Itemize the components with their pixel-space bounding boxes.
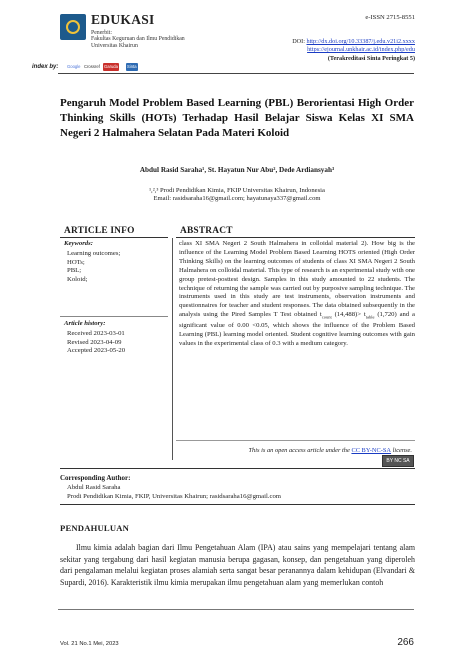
affiliation: ¹,²,³ Prodi Pendidikan Kimia, FKIP Universitas Khairun, Indonesia xyxy=(149,187,325,194)
keywords-label: Keywords: xyxy=(64,240,93,247)
journal-logo xyxy=(60,14,86,40)
footer-divider xyxy=(58,609,414,610)
intro-text: Ilmu kimia adalah bagian dari Ilmu Pengetahuan Alam (IPA) atau sains yang mempelajari tentang alam sekitar yang tergabung dari hasil kegiatan manusia berupa gagasan, konsep, dan pengetahuan yang diperoleh dari pengalaman melalui kegiatan proses alamiah serta sangat besar peranannya dalam kehidupan (Elvandari & Supardi, 2016). Karakteristik ilmu kimia merupakan ilmu pengetahuan alam yang memerlukan contoh xyxy=(60,543,415,587)
cc-license-icon[interactable]: BY NC SA xyxy=(382,455,414,467)
open-access-note xyxy=(248,447,412,454)
publisher-label: Penerbit: xyxy=(91,30,112,36)
doi-link[interactable]: http://dx.doi.org/10.33387/j.edu.v21i2.xxxx xyxy=(306,38,415,45)
publisher-line-1: Fakultas Keguruan dan Ilmu Pendidikan xyxy=(91,36,185,43)
index-logo-crossref[interactable]: Crossref xyxy=(84,64,100,69)
corresponding-name: Abdul Rasid Saraha xyxy=(67,484,121,491)
publisher-block xyxy=(91,30,185,49)
keyword-list xyxy=(67,250,120,284)
corresponding-rule-top xyxy=(60,468,415,469)
keyword-item: Koloid; xyxy=(67,275,88,283)
accepted-date: Accepted 2023-05-20 xyxy=(67,347,126,355)
article-info-heading: ARTICLE INFO xyxy=(64,226,135,236)
history-rule xyxy=(60,316,168,317)
journal-name: EDUKASI xyxy=(91,12,155,27)
corresponding-address: Prodi Pendidikan Kimia, FKIP, Universitas Khairun; rasidsaraha16@gmail.com xyxy=(67,492,281,500)
abstract-heading: ABSTRACT xyxy=(180,226,233,236)
journal-url-line xyxy=(307,46,415,54)
accreditation: (Terakreditasi Sinta Peringkat 5) xyxy=(327,55,415,62)
header-divider xyxy=(58,73,414,74)
open-access-text: This is an open access article under the xyxy=(248,447,352,454)
keyword-item: PBL; xyxy=(67,267,82,275)
article-title: Pengaruh Model Problem Based Learning (PBL) Berorientasi High Order Thinking Skills (HOTs) Terhadap Hasil Belajar Siswa Kelas XI SMA Negeri 2 Halmahera Selatan Pada Materi Koloid xyxy=(60,97,414,140)
publisher-line-2: Universitas Khairun xyxy=(91,42,138,49)
t-count-subscript: count xyxy=(321,314,332,320)
corresponding-heading: Corresponding Author: xyxy=(60,474,131,482)
journal-url-link[interactable]: https://ejournal.unkhair.ac.id/index.php/edu xyxy=(307,46,415,53)
page-number: 266 xyxy=(397,637,414,648)
author-emails: Email: rasidsaraha16@gmail.com; hayatunaya337@gmail.com xyxy=(153,195,321,203)
license-end: license. xyxy=(391,447,412,454)
affiliation-block xyxy=(60,187,414,204)
t-table-subscript: table xyxy=(365,314,375,320)
article-info-rule xyxy=(60,237,168,238)
index-logo-google[interactable]: Google xyxy=(67,64,81,69)
abstract-text xyxy=(179,240,415,349)
abstract-part: (14,488)> t xyxy=(331,311,366,319)
history-list xyxy=(67,330,125,356)
license-link[interactable]: CC BY-NC-SA xyxy=(351,447,392,454)
abstract-rule xyxy=(176,237,415,238)
received-date: Received 2023-03-01 xyxy=(67,330,125,337)
section-heading: PENDAHULUAN xyxy=(60,523,130,533)
abstract-part: (1,720) and a significant value of 0.00 <0.05, which shows the influence of the Problem Based Learning (PBL) learning model oriented. Student cognitive learning outcomes with gain values in the experimental class of 0.3 with a medium category. xyxy=(179,311,415,348)
footer-volume: Vol. 21 No.1 Mei, 2023 xyxy=(60,641,119,647)
corresponding-rule-bottom xyxy=(60,504,415,505)
abstract-part: class XI SMA Negeri 2 South Halmahera in colloidal material 2). How big is the influence of the Learning Model Problem Based Learning HOTS oriented (High Order Thinking Skills) on the learning outcomes of students of class XI SMA Negeri 2 South Halmahera on colloidal material. This type of research is an experimental study with one group pretest-posttest design. Samples in this study amounted to 22 students. The technique of returning the sample was carried out by purposive sampling technique. The instruments used in this study are test instruments, observation instruments and questionnaires for teacher and student responses. The data obtained subsequently in the analysis using the Pired Samples T Test obtained t xyxy=(179,240,415,319)
history-label: Article history: xyxy=(64,320,106,327)
index-by-label: index by: xyxy=(32,64,59,70)
doi-line xyxy=(292,38,415,46)
issn: e-ISSN 2715-8551 xyxy=(365,14,415,21)
corresponding-block xyxy=(67,484,281,501)
keyword-item: Learning outcomes; xyxy=(67,250,121,257)
index-logo-sinta[interactable]: Sinta xyxy=(127,64,137,69)
doi-prefix: DOI: xyxy=(292,38,307,45)
license-rule xyxy=(176,440,415,441)
index-logo-garuda[interactable]: Garuda xyxy=(104,64,118,69)
column-divider xyxy=(172,238,173,460)
intro-paragraph xyxy=(60,542,415,588)
article-authors: Abdul Rasid Saraha¹, St. Hayatun Nur Abu², Dede Ardiansyah³ xyxy=(139,166,335,174)
keyword-item: HOTs; xyxy=(67,258,85,266)
revised-date: Revised 2023-04-09 xyxy=(67,338,122,346)
